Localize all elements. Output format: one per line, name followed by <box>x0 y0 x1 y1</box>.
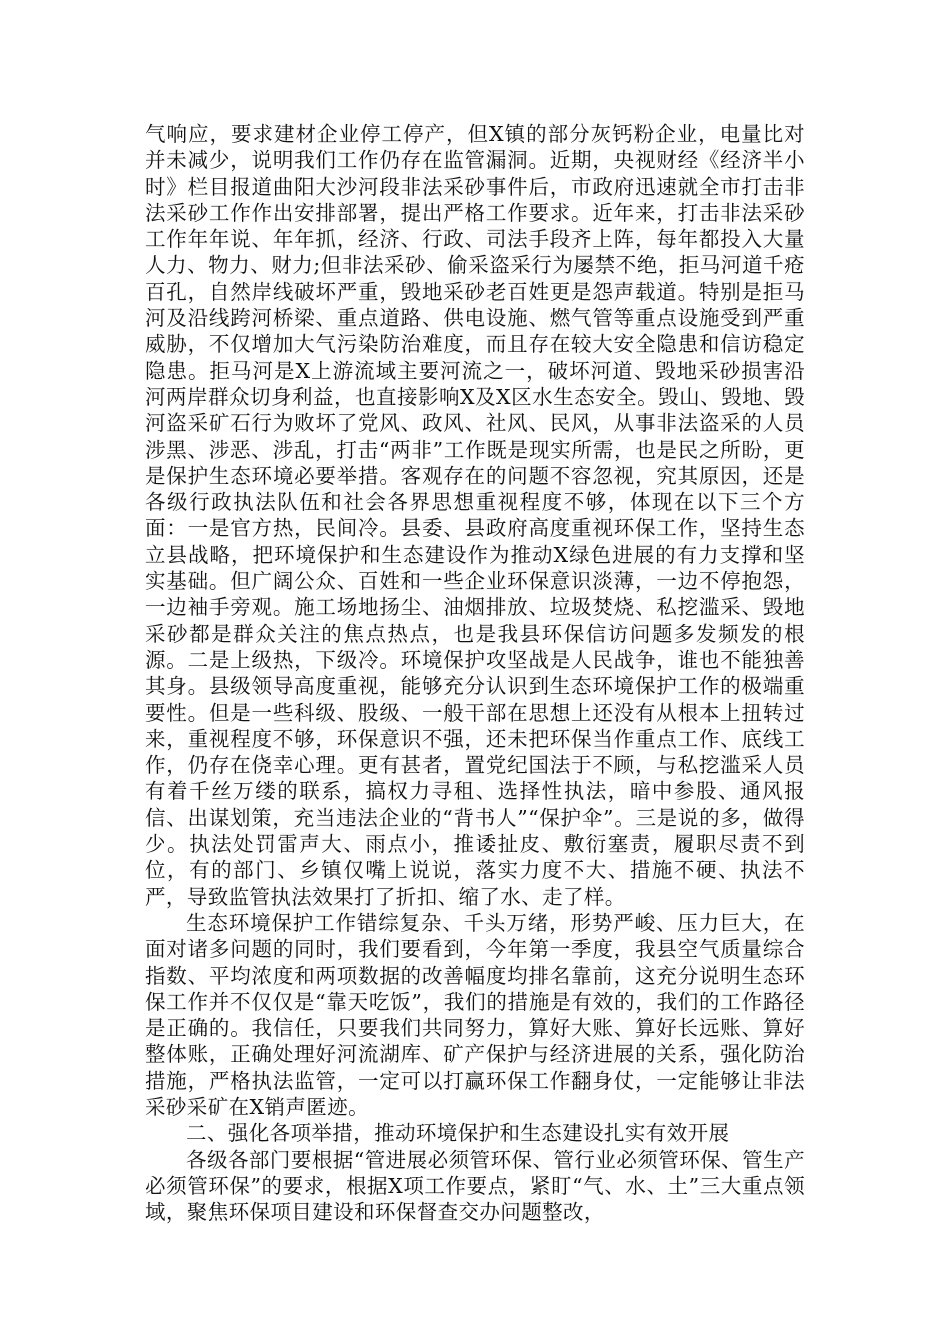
document-body <box>145 121 805 1225</box>
paragraph: 各级各部门要根据“管进展必须管环保、管行业必须管环保、管生产必须管环保”的要求，根据X项工作要点，紧盯“气、水、土”三大重点领域，聚焦环保项目建设和环保督查交办问题整改， <box>145 1147 805 1225</box>
section-heading: 二、强化各项举措，推动环境保护和生态建设扎实有效开展 <box>186 1121 730 1146</box>
paragraph: 生态环境保护工作错综复杂、千头万绪，形势严峻、压力巨大，在面对诸多问题的同时，我们要看到，今年第一季度，我县空气质量综合指数、平均浓度和两项数据的改善幅度均排名靠前，这充分说明生态环保工作并不仅仅是“靠天吃饭”，我们的措施是有效的，我们的工作路径是正确的。我信任，只要我们共同努力，算好大账、算好长远账、算好整体账，正确处理好河流湖库、矿产保护与经济进展的关系，强化防治措施，严格执法监管，一定可以打赢环保工作翻身仗，一定能够让非法采砂采矿在X销声匿迹。 <box>145 910 805 1119</box>
paragraph-continued: 气响应，要求建材企业停工停产，但X镇的部分灰钙粉企业，电量比对并未减少，说明我们工作仍存在监管漏洞。近期，央视财经《经济半小时》栏目报道曲阳大沙河段非法采砂事件后，市政府迅速就全市打击非法采砂工作作出安排部署，提出严格工作要求。近年来，打击非法采砂工作年年说、年年抓，经济、行政、司法手段齐上阵，每年都投入大量人力、物力、财力;但非法采砂、偷采盗采行为屡禁不绝，拒马河道千疮百孔，自然岸线破坏严重，毁地采砂老百姓更是怨声载道。特别是拒马河及沿线跨河桥梁、重点道路、供电设施、燃气管等重点设施受到严重威胁，不仅增加大气污染防治难度，而且存在较大安全隐患和信访稳定隐患。拒马河是X上游流域主要河流之一，破坏河道、毁地采砂损害沿河两岸群众切身利益，也直接影响X及X区水生态安全。毁山、毁地、毁河盗采矿石行为败坏了党风、政风、社风、民风，从事非法盗采的人员涉黑、涉恶、涉乱，打击“两非”工作既是现实所需，也是民之所盼，更是保护生态环境必要举措。客观存在的问题不容忽视，究其原因，还是各级行政执法队伍和社会各界思想重视程度不够，体现在以下三个方面：一是官方热，民间冷。县委、县政府高度重视环保工作，坚持生态立县战略，把环境保护和生态建设作为推动X绿色进展的有力支撑和坚实基础。但广阔公众、百姓和一些企业环保意识淡薄，一边不停抱怨，一边袖手旁观。施工场地扬尘、油烟排放、垃圾焚烧、私挖滥采、毁地采砂都是群众关注的焦点热点，也是我县环保信访问题多发频发的根源。二是上级热，下级冷。环境保护攻坚战是人民战争，谁也不能独善其身。县级领导高度重视，能够充分认识到生态环境保护工作的极端重要性。但是一些科级、股级、一般干部在思想上还没有从根本上扭转过来，重视程度不够，环保意识不强，还未把环保当作重点工作、底线工作，仍存在侥幸心理。更有甚者，置党纪国法于不顾，与私挖滥采人员有着千丝万缕的联系，搞权力寻租、选择性执法，暗中参股、通风报信、出谋划策，充当违法企业的“背书人”“保护伞”。三是说的多，做得少。执法处罚雷声大、雨点小，推诿扯皮、敷衍塞责，履职尽责不到位，有的部门、乡镇仅嘴上说说，落实力度不大、措施不硬、执法不严，导致监管执法效果打了折扣、缩了水、走了样。 <box>145 122 805 909</box>
